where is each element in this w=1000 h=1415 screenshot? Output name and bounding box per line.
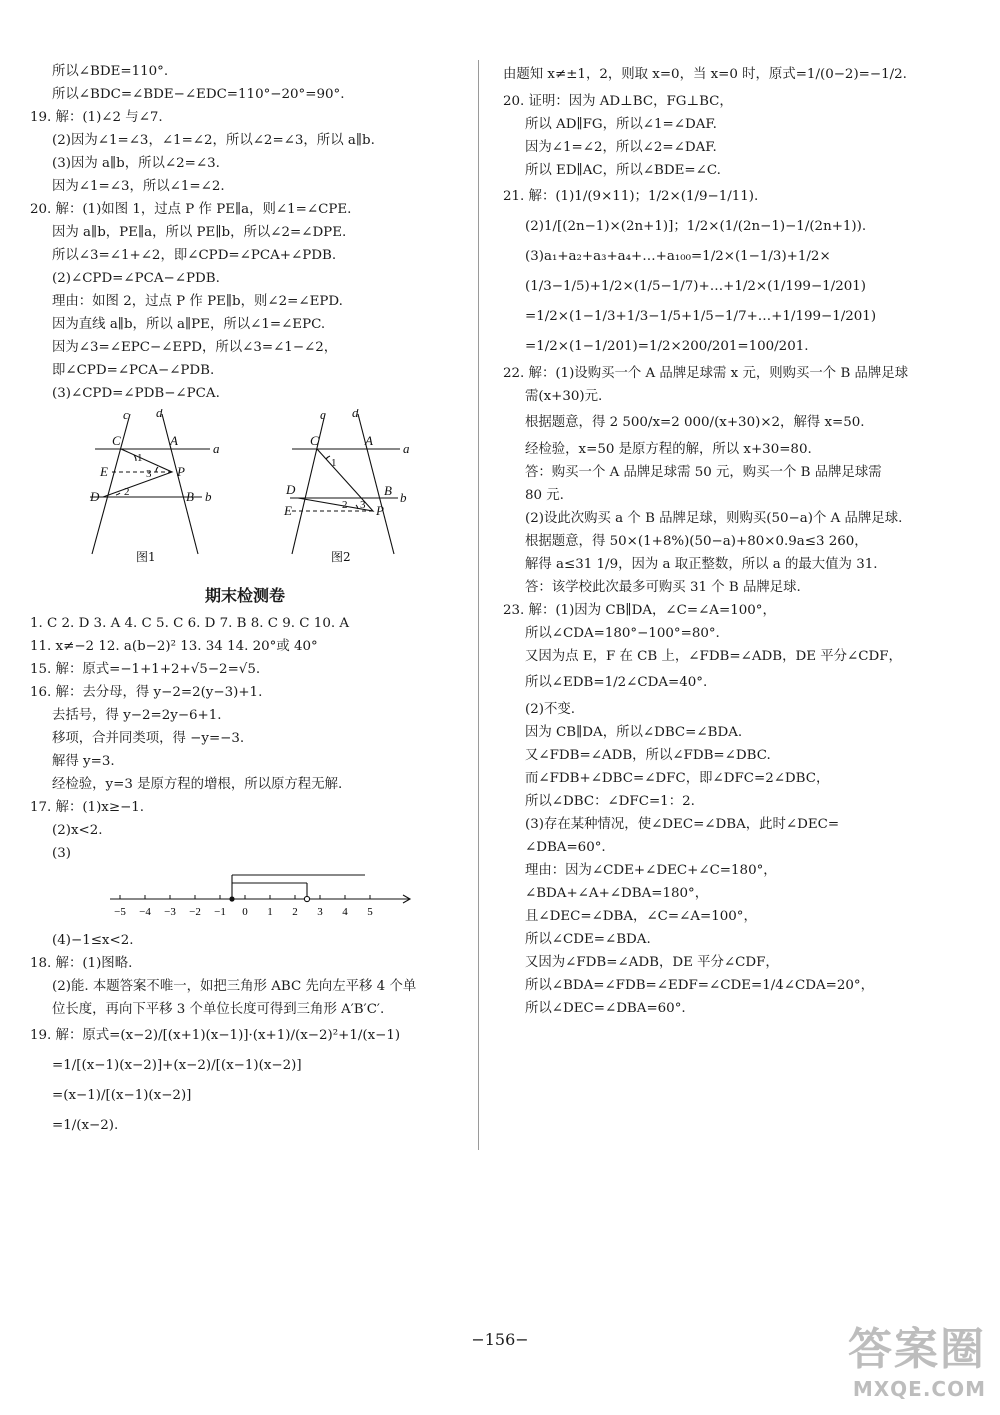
svg-text:A: A [365,433,373,448]
svg-text:3: 3 [360,499,366,511]
figure-1-labels [89,409,220,504]
answer-line: (3)存在某种情况，使∠DEC=∠DBA，此时∠DEC= [525,817,840,832]
answer-line: 答：购买一个 A 品牌足球需 50 元，购买一个 B 品牌足球需 [525,465,882,480]
svg-text:c: c [320,409,326,422]
svg-text:2: 2 [124,486,130,498]
answer-line: 16. 解：去分母，得 y−2=2(y−3)+1. [30,685,263,700]
section-title: 期末检测卷 [204,586,285,605]
answer-line: (2)设此次购买 a 个 B 品牌足球，则购买(50−a)个 A 品牌足球. [525,511,903,526]
answer-line: 而∠FDB+∠DBC=∠DFC，即∠DFC=2∠DBC， [525,771,830,786]
figure-2-labels [283,409,410,518]
figures [30,409,460,573]
answer-line: =1/(x−2). [52,1118,119,1133]
left-answers-block-3 [30,929,460,1021]
right-answers-block-2 [503,362,923,1020]
answer-line: 所以∠3=∠1+∠2，即∠CPD=∠PCA+∠PDB. [52,248,337,263]
svg-text:1: 1 [137,452,143,464]
answer-line: (2)不变. [525,702,576,717]
answer-line: 又因为点 E，F 在 CB 上，∠FDB=∠ADB，DE 平分∠CDF， [525,649,902,664]
answer-line: =1/2×(1−1/3+1/3−1/5+1/5−1/7+…+1/199−1/201) [525,309,877,324]
svg-text:1: 1 [331,457,337,469]
answer-line: (3)∠CPD=∠PDB−∠PCA. [52,386,220,401]
svg-text:2: 2 [342,499,348,511]
svg-text:E: E [284,503,292,518]
answer-line: 18. 解：(1)图略. [30,956,133,971]
answer-line: 需(x+30)元. [525,389,603,404]
svg-text:D: D [90,489,100,504]
svg-text:P: P [177,464,185,479]
answer-line: 因为直线 a∥b，所以 a∥PE，所以∠1=∠EPC. [52,317,326,332]
svg-text:d: d [352,409,359,420]
watermark-url: MXQE.COM [852,1377,986,1401]
answer-line: 因为∠1=∠2，所以∠2=∠DAF. [525,140,717,155]
number-line-tick-label: −2 [189,906,201,918]
svg-text:B: B [186,489,194,504]
answer-line: 20. 解：(1)如图 1，过点 P 作 PE∥a，则∠1=∠CPE. [30,202,352,217]
svg-text:a: a [403,441,410,456]
answer-line: 17. 解：(1)x≥−1. [30,800,145,815]
column-divider [478,60,479,1150]
answer-line: 所以∠DBC：∠DFC=1：2. [525,794,695,809]
answer-line: 11. x≠−2 12. a(b−2)² 13. 34 14. 20°或 40° [30,639,318,654]
answer-line: 移项，合并同类项，得 −y=−3. [52,731,245,746]
answer-line: =(x−1)/[(x−1)(x−2)] [52,1088,192,1103]
fig1-caption: 图1 [136,550,156,564]
answer-line: 又因为∠FDB=∠ADB，DE 平分∠CDF， [525,955,779,970]
number-line-graph [110,869,420,921]
svg-text:b: b [205,489,212,504]
answer-line: 所以 ED∥AC，所以∠BDE=∠C. [525,163,721,178]
svg-text:C: C [310,433,319,448]
answer-line: (3) [52,846,71,861]
left-answers-block-4 [30,1021,460,1141]
answer-line: 所以∠EDB=1/2∠CDA=40°. [525,675,708,690]
svg-text:b: b [400,490,407,505]
answer-line: 所以 AD∥FG，所以∠1=∠DAF. [525,117,717,132]
answer-line: 经检验，x=50 是原方程的解，所以 x+30=80. [525,442,812,457]
answer-line: 19. 解：原式=(x−2)/[(x+1)(x−1)]·(x+1)/(x−2)²+1/(x−1) [30,1028,401,1043]
svg-text:B: B [384,483,392,498]
svg-text:3: 3 [146,468,152,480]
answer-line: 因为 a∥b，PE∥a，所以 PE∥b，所以∠2=∠DPE. [52,225,347,240]
answer-line: 所以∠BDC=∠BDE−∠EDC=110°−20°=90°. [52,87,345,102]
right-answers-block-1 [503,60,923,362]
number-line-tick-label: −3 [164,906,176,918]
answer-line: (4)−1≤x<2. [52,933,134,948]
parallel-lines-figures [30,409,460,569]
number-line-tick-label: −5 [114,906,126,918]
answer-line: 因为 CB∥DA，所以∠DBC=∠BDA. [525,725,743,740]
answer-line: 22. 解：(1)设购买一个 A 品牌足球需 x 元，则购买一个 B 品牌足球 [503,366,909,381]
answer-line: ∠BDA+∠A+∠DBA=180°， [525,886,709,901]
answer-line: 由题知 x≠±1，2，则取 x=0，当 x=0 时，原式=1/(0−2)=−1/2. [503,67,907,82]
svg-text:d: d [156,409,163,420]
answer-line: (2)x<2. [52,823,103,838]
answer-line: 所以∠BDE=110°. [52,64,169,79]
left-answers-block-2 [30,612,460,865]
answer-line: 去括号，得 y−2=2y−6+1. [52,708,222,723]
answer-line: 理由：因为∠CDE+∠DEC+∠C=180°， [525,863,777,878]
answer-line: (2)1/[(2n−1)×(2n+1)]；1/2×(1/(2n−1)−1/(2n+1)). [525,219,867,234]
answer-line: 理由：如图 2，过点 P 作 PE∥b，则∠2=∠EPD. [52,294,343,309]
answer-line: 所以∠CDE=∠BDA. [525,932,651,947]
answer-line: 因为∠1=∠3，所以∠1=∠2. [52,179,225,194]
answer-line: (2)∠CPD=∠PCA−∠PDB. [52,271,220,286]
right-column [503,60,923,1020]
svg-text:P: P [376,503,384,518]
answer-line: 根据题意，得 50×(1+8%)(50−a)+80×0.9a≤3 260， [525,534,868,549]
number-line-tick-label: 2 [292,906,298,918]
answer-line: 答：该学校此次最多可购买 31 个 B 品牌足球. [525,580,801,595]
figure-1 [90,414,210,554]
answer-line: 15. 解：原式=−1+1+2+√5−2=√5. [30,662,261,677]
answer-line: 解得 y=3. [52,754,115,769]
number-line-tick-label: 4 [342,906,348,918]
svg-text:D: D [286,482,296,497]
answer-line: 解得 a≤31 1/9，因为 a 取正整数，所以 a 的最大值为 31. [525,557,878,572]
svg-text:c: c [123,409,129,422]
number-line-tick-label: 1 [267,906,273,918]
svg-text:a: a [213,441,220,456]
answer-line: 1. C 2. D 3. A 4. C 5. C 6. D 7. B 8. C 9. C 10. A [30,616,350,631]
answer-line: (3)因为 a∥b，所以∠2=∠3. [52,156,220,171]
answer-line: 根据题意，得 2 500/x=2 000/(x+30)×2，解得 x=50. [525,415,865,430]
answer-line: 所以∠BDA=∠FDB=∠EDF=∠CDE=1/4∠CDA=20°， [525,978,874,993]
answer-line: 经检验，y=3 是原方程的增根，所以原方程无解. [52,777,343,792]
number-line-tick-label: −4 [139,906,151,918]
answer-line: 因为∠3=∠EPC−∠EPD，所以∠3=∠1−∠2， [52,340,338,355]
answer-line: =1/2×(1−1/201)=1/2×200/201=100/201. [525,339,809,354]
answer-line: 且∠DEC=∠DBA，∠C=∠A=100°， [525,909,757,924]
fig2-caption: 图2 [331,550,351,564]
answer-line: 19. 解：(1)∠2 与∠7. [30,110,163,125]
left-column [30,60,460,1141]
answer-line: 80 元. [525,488,564,503]
number-line-tick-label: 3 [317,906,323,918]
number-line-tick-label: 5 [367,906,373,918]
answer-line: (1/3−1/5)+1/2×(1/5−1/7)+…+1/2×(1/199−1/201) [525,279,866,294]
number-line [110,869,460,925]
svg-text:A: A [170,433,178,448]
watermark-logo [848,1313,986,1401]
svg-text:E: E [100,464,108,479]
answer-line: 所以∠DEC=∠DBA=60°. [525,1001,686,1016]
answer-line: 所以∠CDA=180°−100°=80°. [525,626,720,641]
answer-line: 即∠CPD=∠PCA−∠PDB. [52,363,215,378]
number-line-tick-label: 0 [242,906,248,918]
answer-line: 又∠FDB=∠ADB，所以∠FDB=∠DBC. [525,748,771,763]
answer-line: 位长度，再向下平移 3 个单位长度可得到三角形 A′B′C′. [52,1002,385,1017]
number-line-tick-label: −1 [214,906,226,918]
answer-line: =1/[(x−1)(x−2)]+(x−2)/[(x−1)(x−2)] [52,1058,302,1073]
answer-line: 23. 解：(1)因为 CB∥DA，∠C=∠A=100°， [503,603,776,618]
answer-line: 20. 证明：因为 AD⊥BC，FG⊥BC， [503,94,733,109]
page-number: −156− [471,1330,529,1349]
answer-line: (2)能. 本题答案不唯一，如把三角形 ABC 先向左平移 4 个单 [52,979,417,994]
svg-text:C: C [112,433,121,448]
left-answers-block-1 [30,60,460,405]
answer-line: (2)因为∠1=∠3，∠1=∠2，所以∠2=∠3，所以 a∥b. [52,133,375,148]
answer-line: ∠DBA=60°. [525,840,606,855]
answer-line: 21. 解：(1)1/(9×11)；1/2×(1/9−1/11). [503,189,759,204]
answer-line: (3)a₁+a₂+a₃+a₄+…+a₁₀₀=1/2×(1−1/3)+1/2× [525,249,831,264]
watermark-text: 答案圈 [848,1324,986,1375]
